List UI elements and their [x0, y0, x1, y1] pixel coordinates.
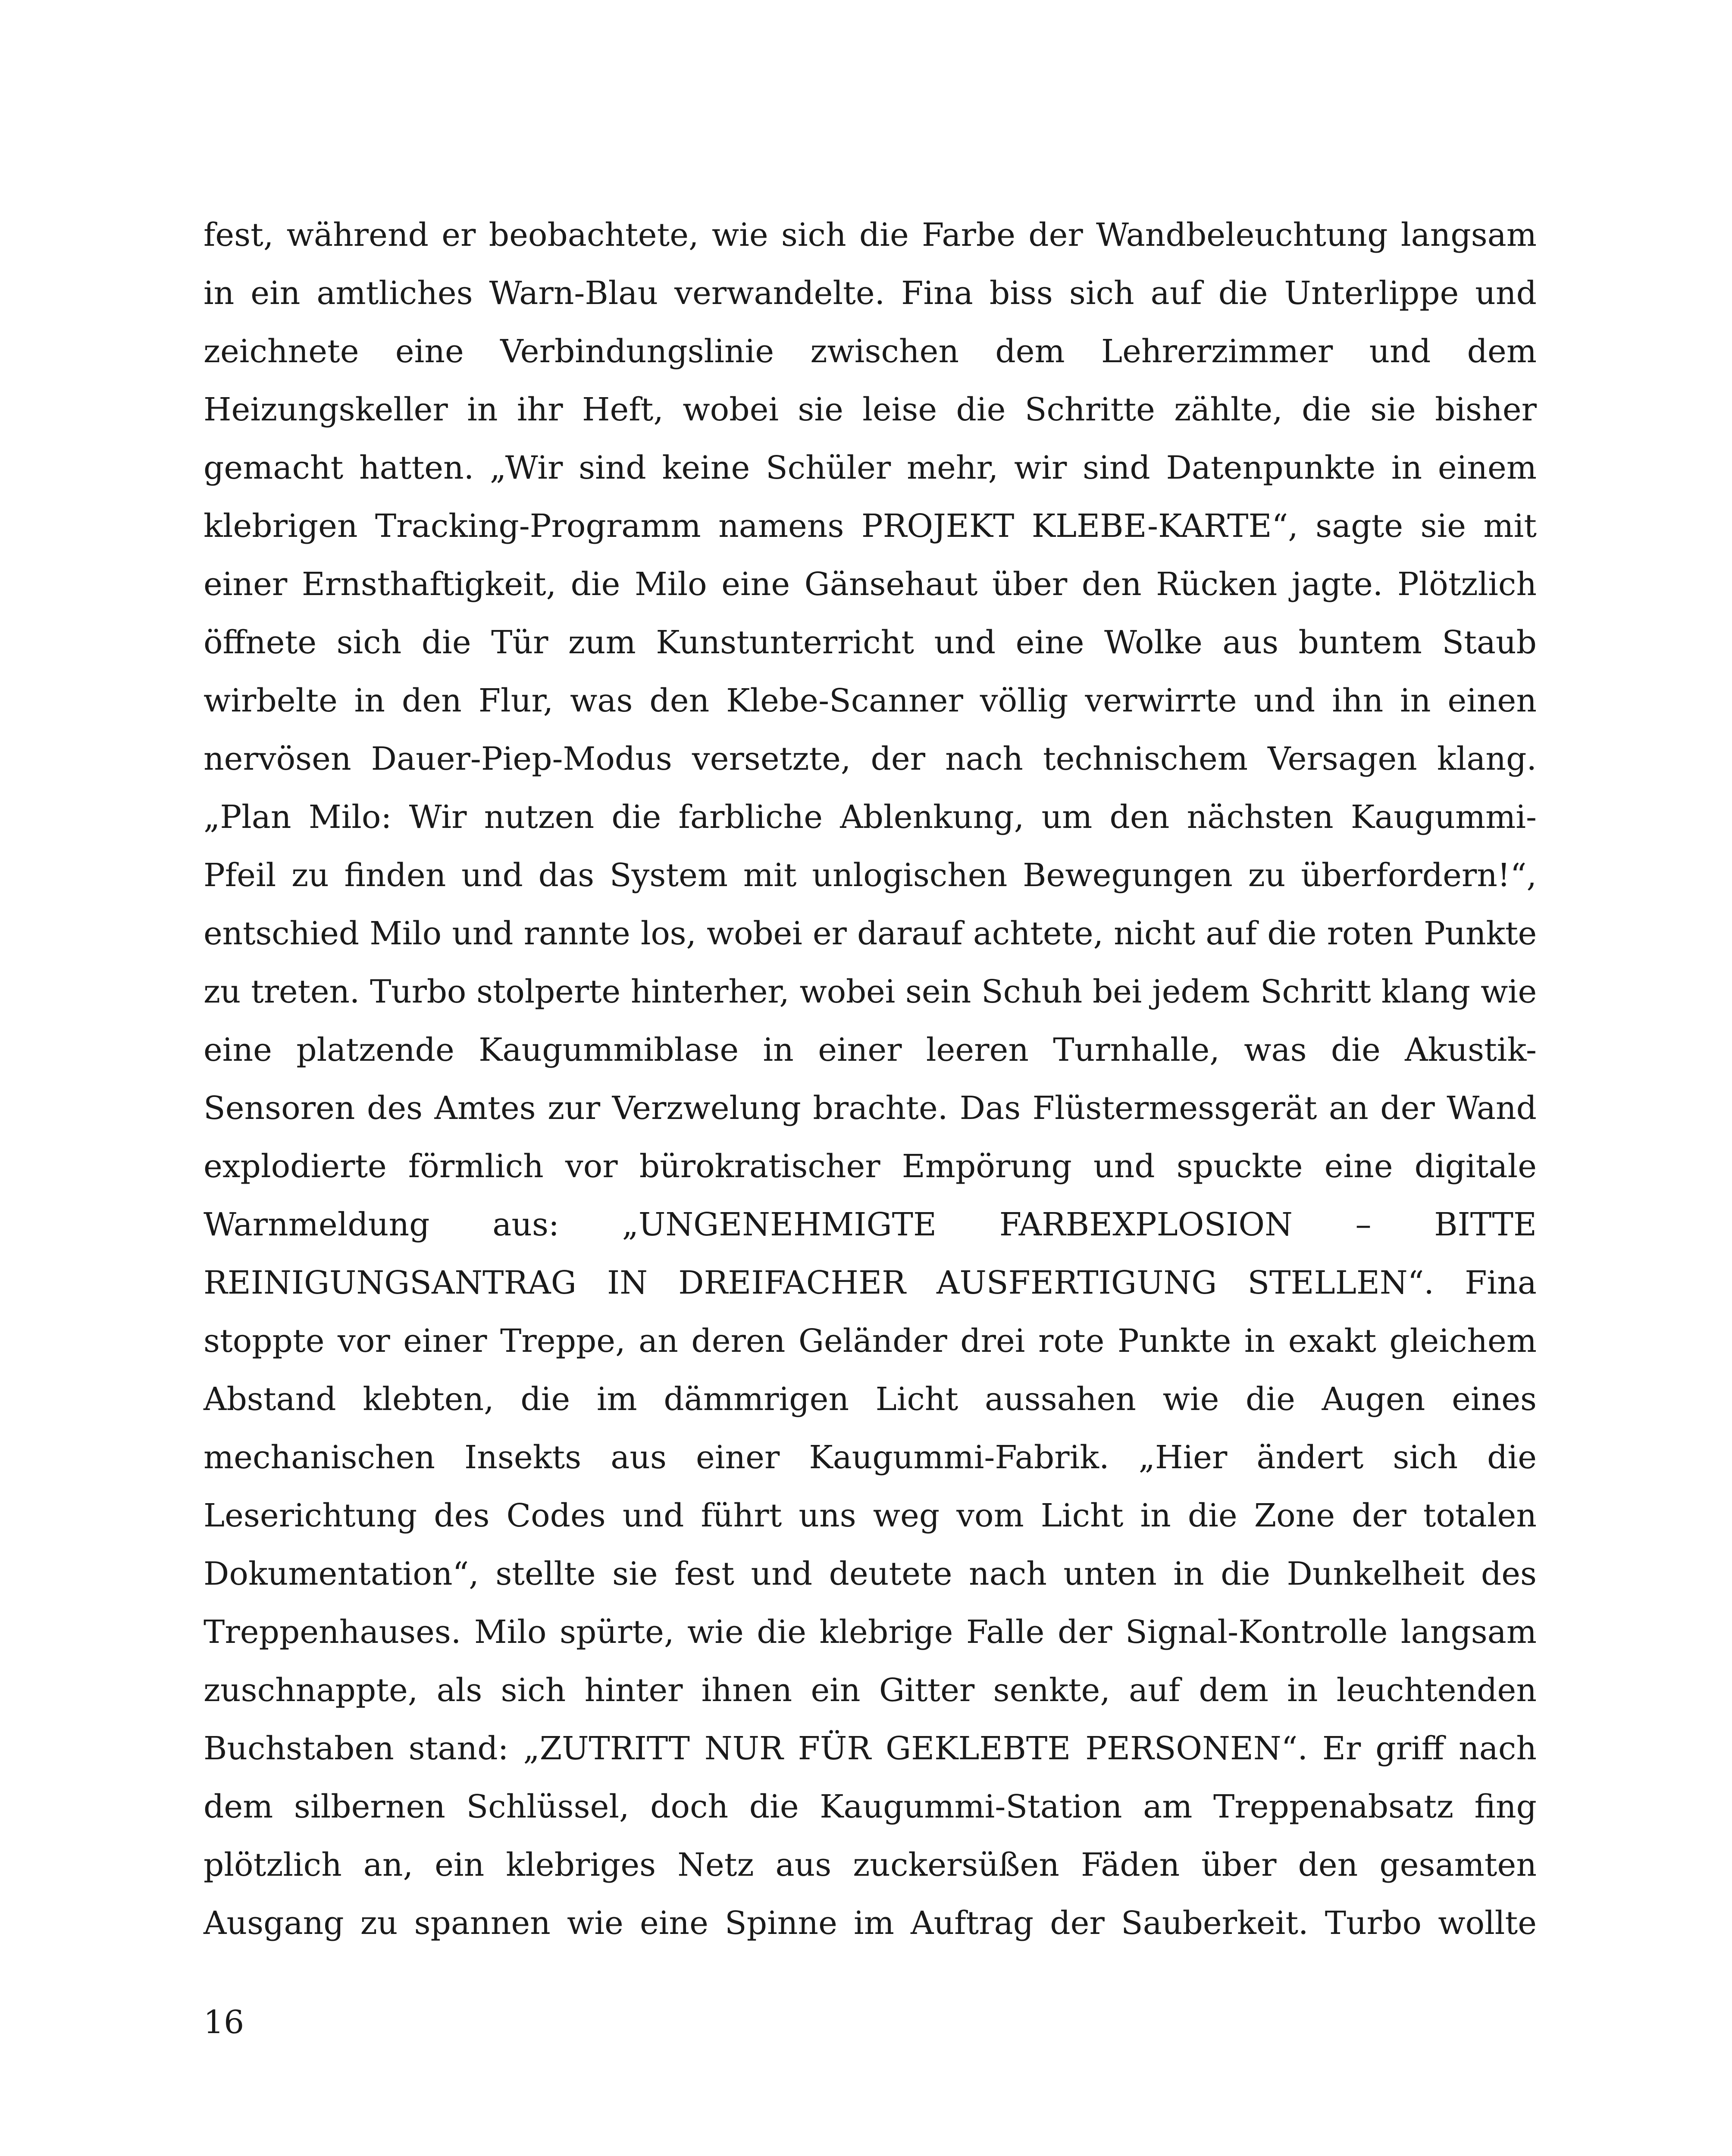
text-line: Treppenhauses. Milo spürte, wie die klebrige Falle der Signal-Kontrolle langsam [204, 1614, 1537, 1651]
text-line: zu treten. Turbo stolperte hinterher, wobei sein Schuh bei jedem Schritt klang wie [204, 973, 1537, 1010]
text-line: gemacht hatten. „Wir sind keine Schüler mehr, wir sind Datenpunkte in einem [204, 449, 1537, 486]
text-line: mechanischen Insekts aus einer Kaugummi-Fabrik. „Hier ändert sich die [204, 1439, 1537, 1476]
text-line: Heizungskeller in ihr Heft, wobei sie leise die Schritte zählte, die sie bisher [204, 391, 1537, 428]
text-line: stoppte vor einer Treppe, an deren Geländer drei rote Punkte in exakt gleichem [204, 1322, 1537, 1360]
text-line: wirbelte in den Flur, was den Klebe-Scanner völlig verwirrte und ihn in einen [204, 682, 1537, 719]
text-line: explodierte förmlich vor bürokratischer Empörung und spuckte eine digitale [204, 1148, 1537, 1185]
text-line: dem silbernen Schlüssel, doch die Kaugummi-Station am Treppenabsatz fing [204, 1788, 1537, 1825]
text-line: REINIGUNGSANTRAG IN DREIFACHER AUSFERTIGUNG STELLEN“. Fina [204, 1264, 1537, 1301]
text-line: fest, während er beobachtete, wie sich die Farbe der Wandbeleuchtung langsam [204, 216, 1537, 254]
text-line: in ein amtliches Warn-Blau verwandelte. Fina biss sich auf die Unterlippe und [204, 275, 1537, 312]
text-line: eine platzende Kaugummiblase in einer leeren Turnhalle, was die Akustik- [204, 1031, 1537, 1069]
text-line: Pfeil zu finden und das System mit unlogischen Bewegungen zu überfordern!“, [204, 857, 1537, 894]
text-line: einer Ernsthaftigkeit, die Milo eine Gänsehaut über den Rücken jagte. Plötzlich [204, 566, 1537, 603]
text-line: öffnete sich die Tür zum Kunstunterricht und eine Wolke aus buntem Staub [204, 624, 1537, 661]
text-line: Leserichtung des Codes und führt uns weg vom Licht in die Zone der totalen [204, 1497, 1537, 1534]
text-line: Sensoren des Amtes zur Verzwelung brachte. Das Flüstermessgerät an der Wand [204, 1090, 1537, 1127]
page-number: 16 [204, 2004, 244, 2041]
text-line: Ausgang zu spannen wie eine Spinne im Auftrag der Sauberkeit. Turbo wollte [204, 1905, 1537, 1942]
text-line: „Plan Milo: Wir nutzen die farbliche Ablenkung, um den nächsten Kaugummi- [204, 799, 1537, 836]
text-line: plötzlich an, ein klebriges Netz aus zuckersüßen Fäden über den gesamten [204, 1846, 1537, 1883]
text-line: Warnmeldung aus: „UNGENEHMIGTE FARBEXPLOSION – BITTE [204, 1206, 1537, 1243]
text-line: nervösen Dauer-Piep-Modus versetzte, der nach technischem Versagen klang. [204, 740, 1537, 777]
text-line: klebrigen Tracking-Programm namens PROJEKT KLEBE-KARTE“, sagte sie mit [204, 508, 1537, 545]
body-text [204, 206, 1537, 1952]
text-line: entschied Milo und rannte los, wobei er darauf achtete, nicht auf die roten Punkte [204, 915, 1537, 952]
text-line: zeichnete eine Verbindungslinie zwischen dem Lehrerzimmer und dem [204, 333, 1537, 370]
text-line: Dokumentation“, stellte sie fest und deutete nach unten in die Dunkelheit des [204, 1555, 1537, 1592]
text-line: Buchstaben stand: „ZUTRITT NUR FÜR GEKLEBTE PERSONEN“. Er griff nach [204, 1730, 1537, 1767]
text-line: zuschnappte, als sich hinter ihnen ein Gitter senkte, auf dem in leuchtenden [204, 1672, 1537, 1709]
text-line: Abstand klebten, die im dämmrigen Licht aussahen wie die Augen eines [204, 1381, 1537, 1418]
